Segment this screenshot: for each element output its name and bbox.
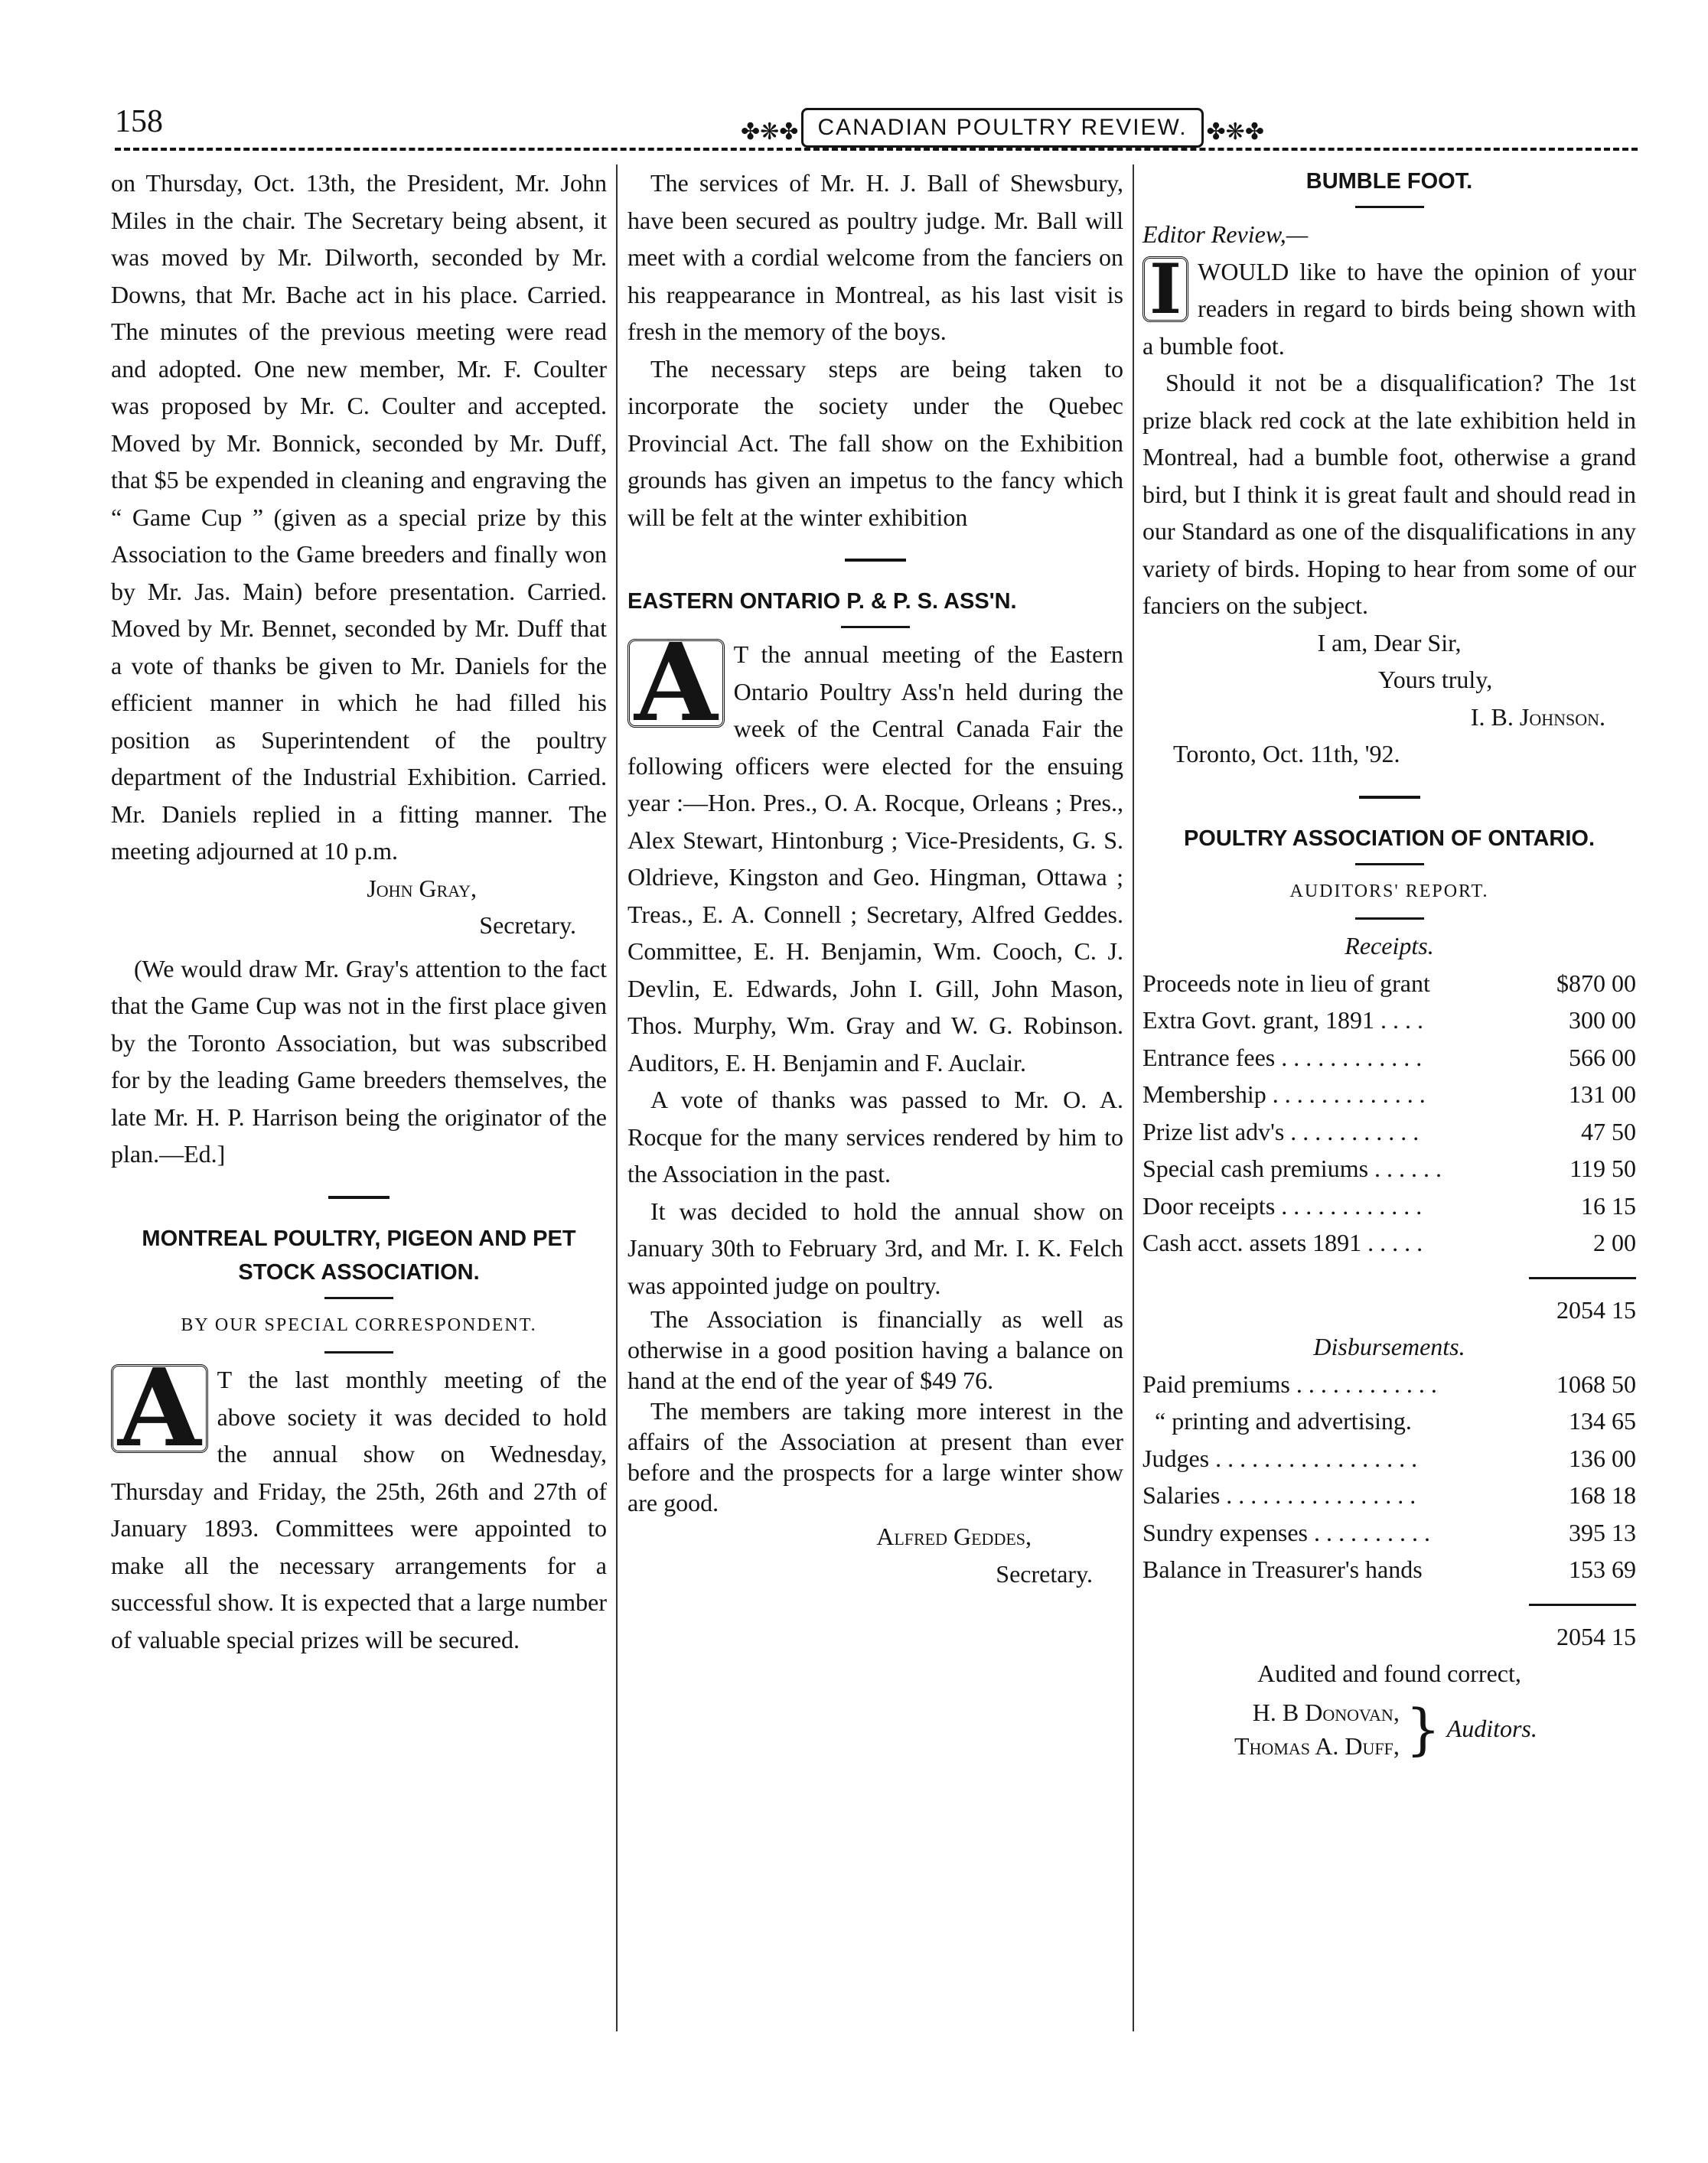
row-amount: 2 00 xyxy=(1593,1229,1636,1256)
row-amount: 131 00 xyxy=(1569,1080,1636,1108)
row-amount: 16 15 xyxy=(1581,1191,1636,1220)
masthead-title: CANADIAN POULTRY REVIEW. xyxy=(801,108,1203,148)
signature-title: Secretary. xyxy=(996,1559,1093,1588)
row-amount: 119 50 xyxy=(1569,1155,1636,1182)
paragraph: A T the last monthly meeting of the above society it was decided to hold the annual show on Wednesday, Thursday and Friday, the 25th, 26th and 27th of January 1893. Committees were appointed to make all the necessary arrangements for a successful show. It is expected that a large number of valuable special prizes will be secured. xyxy=(111,1346,607,1653)
section-heading: EASTERN ONTARIO P. & P. S. ASS'N. xyxy=(627,589,1017,614)
row-label: Sundry expenses . . . . . . . . . . xyxy=(1142,1518,1430,1546)
row-label: Cash acct. assets 1891 . . . . . xyxy=(1142,1229,1423,1256)
auditor-names xyxy=(1142,1696,1400,1763)
row-label: “ printing and advertising. xyxy=(1155,1407,1412,1435)
short-divider xyxy=(1355,917,1424,920)
auditors-label: Auditors. xyxy=(1446,1715,1537,1743)
paragraph: on Thursday, Oct. 13th, the President, Mr. John Miles in the chair. The Secretary being absent, it was moved by Mr. Dilworth, seconded by Mr. Downs, that Mr. Bache act in his place. Carried. The minutes of the previous meeting were read and adopted. One new member, Mr. F. Coulter was proposed by Mr. C. Coulter and accepted. Moved by Mr. Bonnick, seconded by Mr. Duff, that $5 be expended in cleaning and engraving the “ Game Cup ” (given as a special prize by this Association to the Game breeders and finally won by Mr. Jas. Main) before presentation. Carried. Moved by Mr. Bennet, seconded by Mr. Duff that a vote of thanks be given to Mr. Daniels for the efficient manner in which he had filled his position as Superintendent of the poultry department of the Industrial Exhibition. Carried. Mr. Daniels replied in a fitting manner. The meeting adjourned at 10 p.m. xyxy=(111,169,607,865)
closing: I am, Dear Sir, xyxy=(1317,628,1462,656)
header-rule xyxy=(115,148,1638,151)
masthead xyxy=(712,103,1293,149)
row-amount: 168 18 xyxy=(1569,1481,1636,1509)
disbursements-total: 2054 15 xyxy=(1556,1622,1636,1650)
row-amount: 1068 50 xyxy=(1556,1370,1636,1398)
brace-icon: } xyxy=(1405,1696,1441,1761)
table-row xyxy=(1142,1150,1636,1187)
section-heading: POULTRY ASSOCIATION OF ONTARIO. xyxy=(1183,826,1596,851)
paragraph: I WOULD like to have the opinion of your readers in regard to birds being shown with a bumble foot. xyxy=(1142,248,1636,360)
table-row xyxy=(1142,1039,1636,1077)
row-amount: 136 00 xyxy=(1569,1444,1636,1472)
row-label: Entrance fees . . . . . . . . . . . . xyxy=(1142,1043,1423,1071)
closing: Yours truly, xyxy=(1377,666,1493,693)
receipts-table xyxy=(1142,965,1636,1262)
drop-cap: A xyxy=(627,639,725,728)
column-3 xyxy=(1142,165,1636,1763)
table-row xyxy=(1142,1440,1636,1477)
paragraph: A vote of thanks was passed to Mr. O. A. Rocque for the many services rendered by him to the Association in the past. xyxy=(627,1086,1123,1187)
row-label: Special cash premiums . . . . . . xyxy=(1142,1155,1442,1182)
receipts-title: Receipts. xyxy=(1345,932,1434,959)
total-rule xyxy=(1529,1604,1636,1606)
auditor-name: H. B Donovan, xyxy=(1252,1698,1400,1726)
row-label: Judges . . . . . . . . . . . . . . . . . xyxy=(1142,1444,1418,1472)
table-row xyxy=(1142,1402,1636,1440)
paragraph: The members are taking more interest in the affairs of the Association at present than ever before and the prospects for a large winter show are good. xyxy=(627,1397,1123,1516)
column-divider xyxy=(1133,165,1134,2031)
row-amount: 300 00 xyxy=(1569,1006,1636,1034)
table-row xyxy=(1142,1366,1636,1403)
table-row xyxy=(1142,1113,1636,1151)
signature-name: John Gray, xyxy=(367,874,477,902)
table-row xyxy=(1142,965,1636,1002)
row-label: Extra Govt. grant, 1891 . . . . xyxy=(1142,1006,1424,1034)
section-heading: MONTREAL POULTRY, PIGEON AND PET STOCK ASSOCIATION. xyxy=(142,1226,576,1285)
short-divider xyxy=(1355,206,1424,208)
paragraph: The Association is financially as well as otherwise in a good position having a balance on hand at the end of the year of $49 76. xyxy=(627,1305,1123,1394)
row-amount: 153 69 xyxy=(1569,1555,1636,1583)
drop-cap: A xyxy=(111,1364,208,1453)
row-label: Membership . . . . . . . . . . . . . xyxy=(1142,1080,1426,1108)
table-row xyxy=(1142,1002,1636,1039)
row-label: Balance in Treasurer's hands xyxy=(1142,1555,1423,1583)
ornament-left-icon: ✤❋✤ xyxy=(741,118,799,145)
section-divider xyxy=(845,559,906,562)
short-divider xyxy=(841,626,910,628)
auditors-block xyxy=(1142,1696,1636,1763)
paragraph: Should it not be a disqualification? The 1st prize black red cock at the late exhibition held in Montreal, had a bumble foot, otherwise a grand bird, but I think it is great fault and should read in our Standard as one of the disqualifications in any variety of birds. Hoping to hear from some of our fanciers on the subject. xyxy=(1142,369,1636,619)
section-subheading: BY OUR SPECIAL CORRESPONDENT. xyxy=(181,1314,537,1335)
auditor-name: Thomas A. Duff, xyxy=(1234,1731,1400,1760)
row-label: Door receipts . . . . . . . . . . . . xyxy=(1142,1191,1423,1220)
paragraph: It was decided to hold the annual show on January 30th to February 3rd, and Mr. I. K. Felch was appointed judge on poultry. xyxy=(627,1197,1123,1299)
salutation: Editor Review,— xyxy=(1142,220,1309,248)
row-amount: 47 50 xyxy=(1581,1117,1636,1145)
ornament-right-icon: ✤❋✤ xyxy=(1206,118,1264,145)
disbursements-title: Disbursements. xyxy=(1313,1333,1465,1360)
section-heading: BUMBLE FOOT. xyxy=(1305,169,1473,194)
receipts-total: 2054 15 xyxy=(1556,1295,1636,1324)
table-row xyxy=(1142,1187,1636,1225)
audit-statement: Audited and found correct, xyxy=(1257,1660,1521,1687)
short-divider xyxy=(1355,863,1424,865)
total-rule xyxy=(1529,1277,1636,1279)
short-divider xyxy=(324,1297,393,1299)
row-label: Paid premiums . . . . . . . . . . . . xyxy=(1142,1370,1437,1398)
table-row xyxy=(1142,1551,1636,1588)
column-divider xyxy=(616,165,618,2031)
table-row xyxy=(1142,1076,1636,1113)
paragraph: The necessary steps are being taken to incorporate the society under the Quebec Provincial Act. The fall show on the Exhibition grounds has given an impetus to the fancy which will be felt at the winter exhibition xyxy=(627,354,1123,531)
row-label: Salaries . . . . . . . . . . . . . . . . xyxy=(1142,1481,1416,1509)
column-1 xyxy=(111,165,607,1658)
signature-title: Secretary. xyxy=(479,911,576,939)
page-header xyxy=(115,103,1638,157)
row-amount: 395 13 xyxy=(1569,1518,1636,1546)
section-divider xyxy=(1359,796,1420,799)
paragraph: The services of Mr. H. J. Ball of Shewsbury, have been secured as poultry judge. Mr. Ball will meet with a cordial welcome from the fanciers on his reappearance in Montreal, as his last visit is fresh in the memory of the boys. xyxy=(627,169,1123,345)
row-label: Proceeds note in lieu of grant xyxy=(1142,969,1430,997)
drop-cap: I xyxy=(1142,256,1188,322)
section-subheading: AUDITORS' REPORT. xyxy=(1289,881,1489,901)
row-amount: 134 65 xyxy=(1569,1407,1636,1435)
signature-name: Alfred Geddes, xyxy=(876,1523,1032,1550)
dateline: Toronto, Oct. 11th, '92. xyxy=(1173,740,1400,767)
table-row xyxy=(1142,1224,1636,1262)
editor-note: (We would draw Mr. Gray's attention to the fact that the Game Cup was not in the first place given by the Toronto Association, but was subscribed for by the leading Game breeders themselves, the late Mr. H. P. Harrison being the originator of the plan.—Ed.] xyxy=(111,954,607,1168)
section-divider xyxy=(328,1196,390,1199)
page-number: 158 xyxy=(115,104,163,139)
signature-name: I. B. Johnson. xyxy=(1470,702,1605,731)
disbursements-table xyxy=(1142,1366,1636,1588)
table-row xyxy=(1142,1477,1636,1514)
column-2 xyxy=(627,165,1123,1592)
row-amount: 566 00 xyxy=(1569,1043,1636,1071)
row-label: Prize list adv's . . . . . . . . . . . xyxy=(1142,1117,1420,1145)
short-divider xyxy=(324,1351,393,1354)
paragraph: A T the annual meeting of the Eastern Ontario Poultry Ass'n held during the week of the Central Canada Fair the following officers were elected for the ensuing year :—Hon. Pres., O. A. Rocque, Orleans ; Pres., Alex Stewart, Hintonburg ; Vice-Presidents, G. S. Oldrieve, Kingston and Geo. Hingman, Ottawa ; Treas., E. A. Connell ; Secretary, Alfred Geddes. Committee, E. H. Benjamin, Wm. Cooch, C. J. Devlin, E. Edwards, John I. Gill, John Mason, Thos. Murphy, Wm. Gray and W. G. Robinson. Auditors, E. H. Benjamin and F. Auclair. xyxy=(627,621,1123,1077)
row-amount: $870 00 xyxy=(1556,969,1636,997)
table-row xyxy=(1142,1514,1636,1552)
